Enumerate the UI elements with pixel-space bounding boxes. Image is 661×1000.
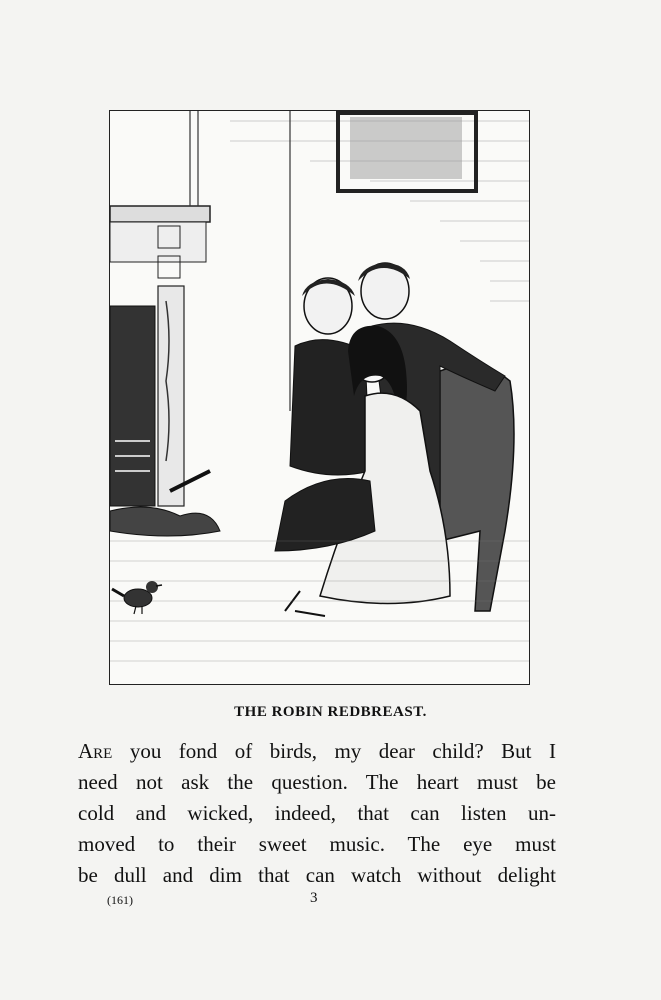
text-line: cold and wicked, indeed, that can listen un- [78,801,556,825]
engraving-drawing [110,111,530,685]
body-text [78,736,556,891]
text-line: moved to their sweet music. The eye must [78,832,556,856]
text-line-rest: you fond of birds, my dear child? But I [112,739,556,763]
engraving-illustration [109,110,530,685]
text-line: be dull and dim that can watch without delight [78,863,556,887]
text-line: need not ask the question. The heart must be [78,770,556,794]
text-line [78,736,556,767]
signature-mark: (161) [107,893,133,907]
illustration-caption: THE ROBIN REDBREAST. [234,704,427,720]
page-number: 3 [310,890,318,906]
dropcap-word: Are [78,739,113,763]
